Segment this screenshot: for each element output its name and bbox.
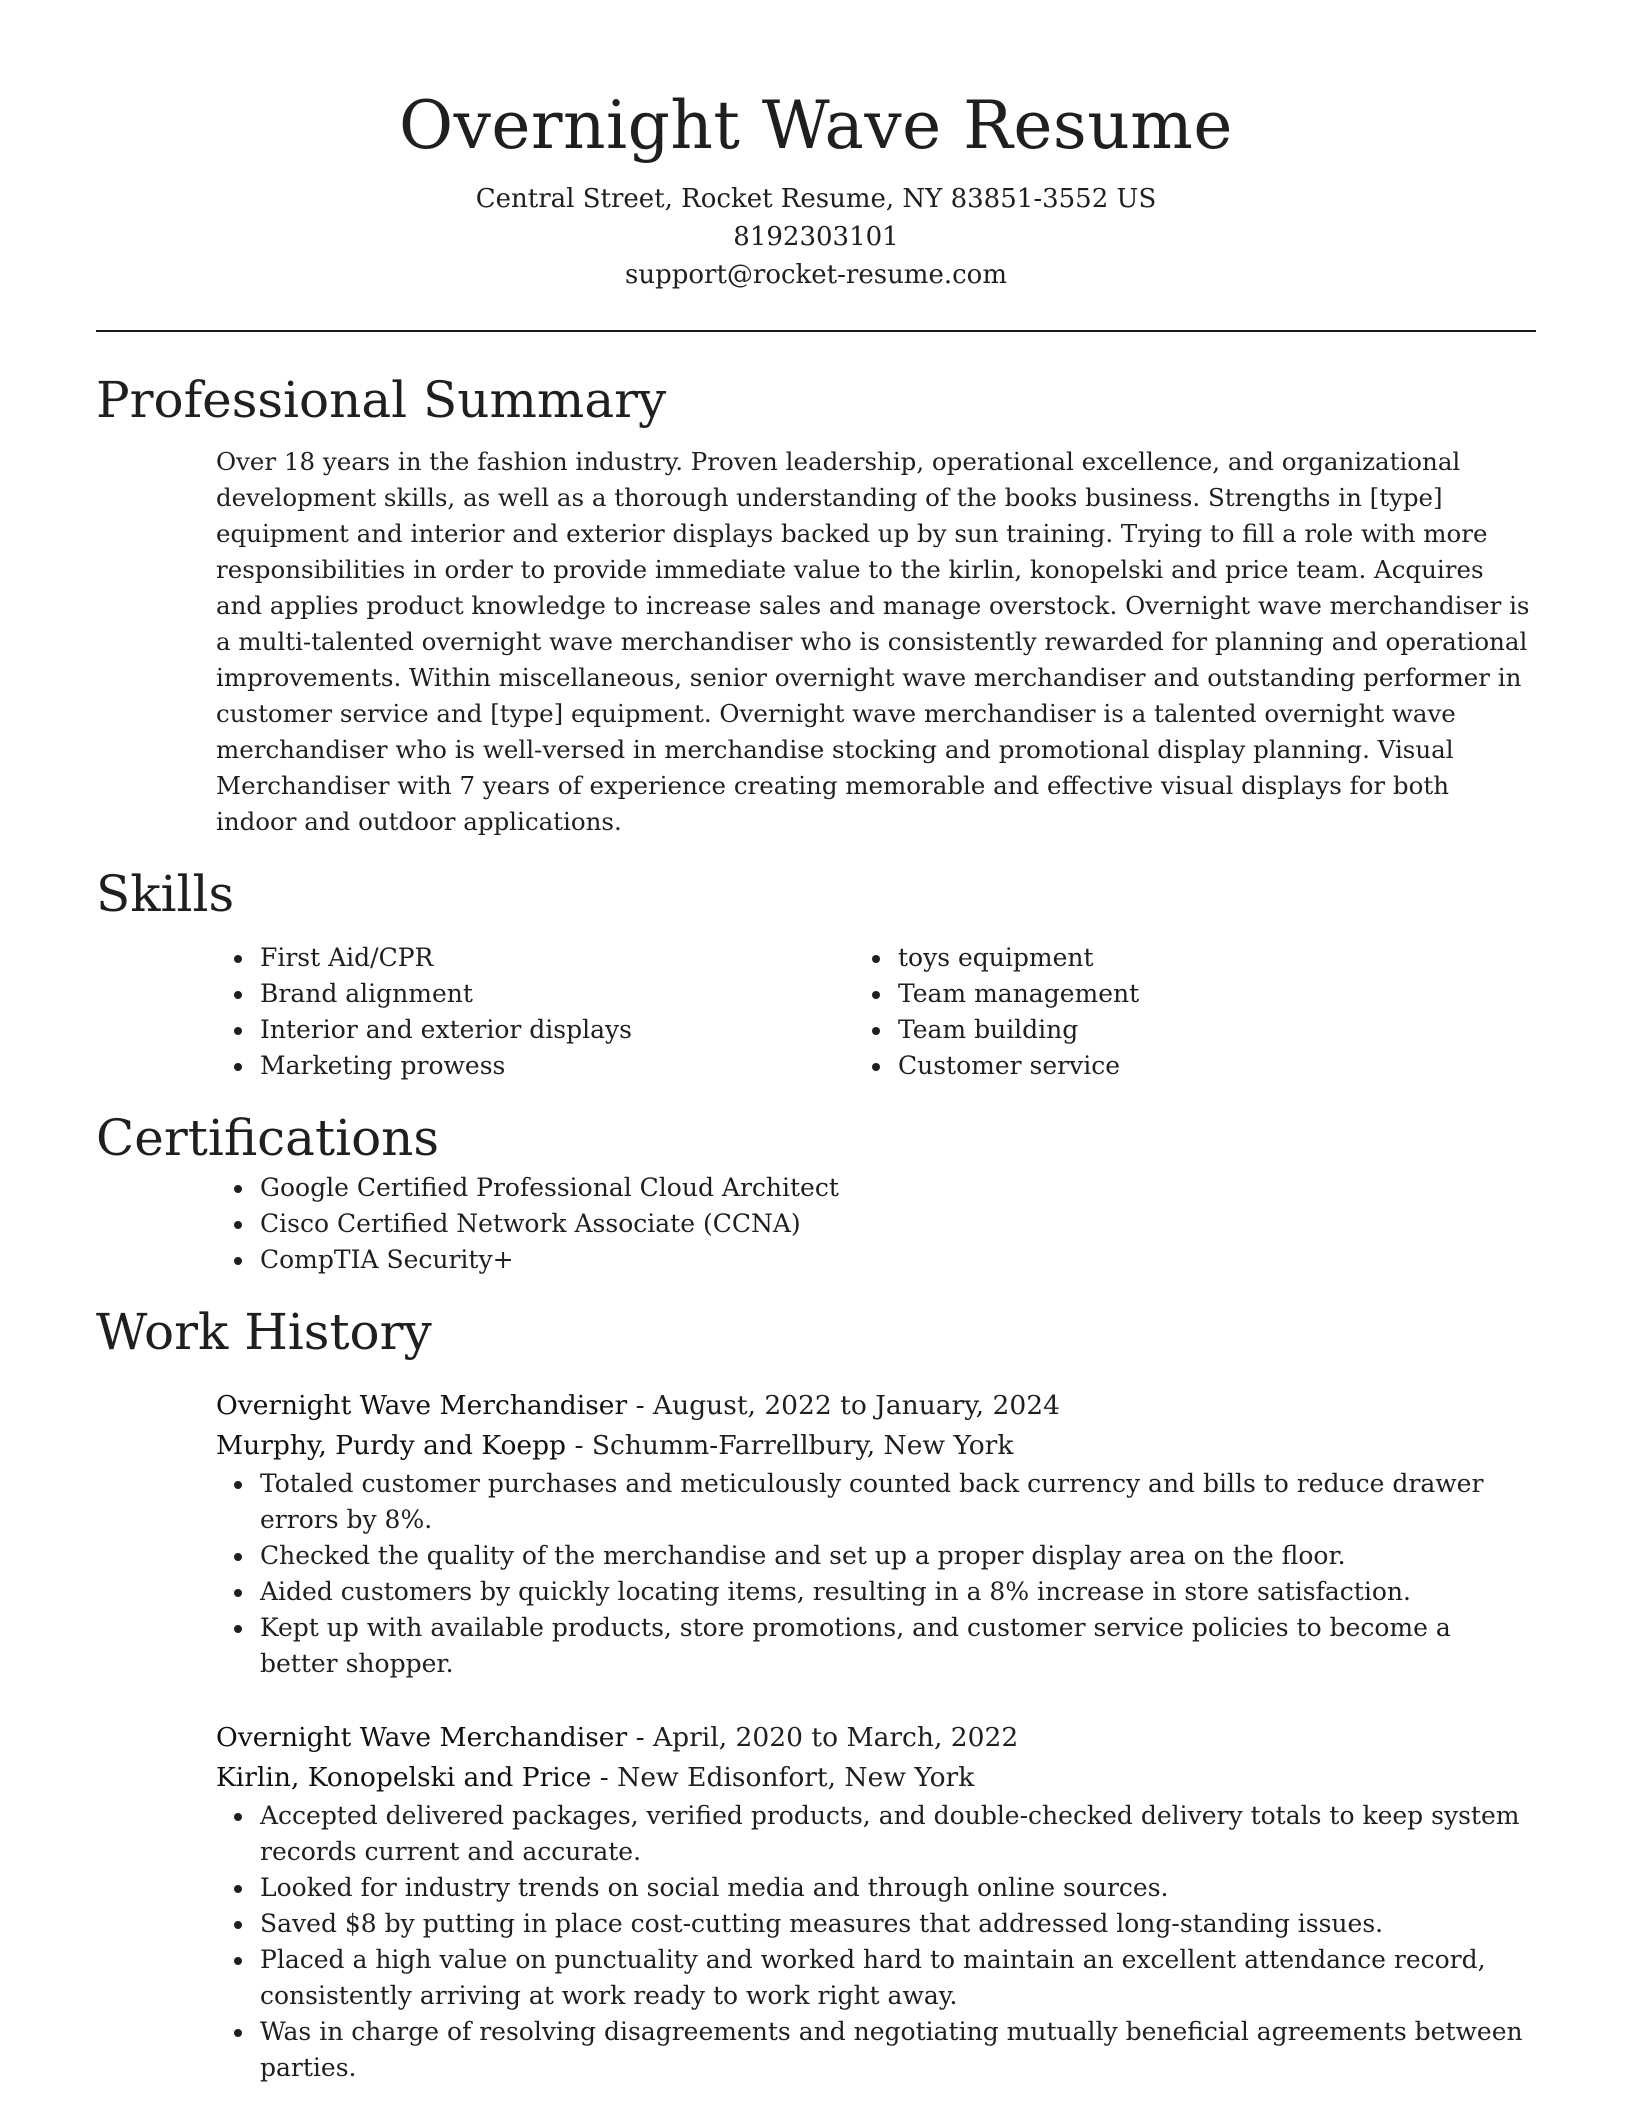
job-entry xyxy=(96,1386,1536,1682)
job-role: Overnight Wave Merchandiser xyxy=(216,1722,628,1753)
job-company-line xyxy=(216,1426,1536,1466)
skill-item: Customer service xyxy=(898,1048,1536,1084)
skills-title: Skills xyxy=(96,865,235,923)
certification-item: Cisco Certified Network Associate (CCNA) xyxy=(260,1206,1536,1242)
skills-grid xyxy=(96,940,1536,1084)
job-bullet: Totaled customer purchases and meticulously counted back currency and bills to reduce drawer errors by 8%. xyxy=(260,1466,1536,1538)
resume-page xyxy=(96,0,1536,2086)
certifications-section xyxy=(96,1106,1536,1278)
header-divider xyxy=(96,330,1536,332)
job-bullet: Kept up with available products, store promotions, and customer service policies to become a better shopper. xyxy=(260,1610,1536,1682)
skills-column-1 xyxy=(96,940,898,1084)
skills-section xyxy=(96,862,1536,1084)
skill-item: toys equipment xyxy=(898,940,1536,976)
skill-item: Team management xyxy=(898,976,1536,1012)
contact-email: support@rocket-resume.com xyxy=(624,260,1007,290)
work-history-section xyxy=(96,1300,1536,2086)
certifications-list xyxy=(96,1170,1536,1278)
job-location: New Edisonfort, New York xyxy=(617,1762,975,1793)
summary-title: Professional Summary xyxy=(96,371,667,429)
certifications-title: Certifications xyxy=(96,1109,440,1167)
skill-item: Marketing prowess xyxy=(260,1048,898,1084)
summary-section xyxy=(96,368,1536,840)
resume-header xyxy=(96,0,1536,294)
job-location: Schumm-Farrellbury, New York xyxy=(591,1430,1014,1461)
certification-item: Google Certified Professional Cloud Architect xyxy=(260,1170,1536,1206)
resume-name: Overnight Wave Resume xyxy=(399,87,1233,164)
job-entry xyxy=(96,1718,1536,2086)
job-dates: August, 2022 to January, 2024 xyxy=(652,1390,1060,1421)
job-role-line xyxy=(216,1718,1536,1758)
skill-item: Team building xyxy=(898,1012,1536,1048)
job-role: Overnight Wave Merchandiser xyxy=(216,1390,628,1421)
summary-text: Over 18 years in the fashion industry. Proven leadership, operational excellence, and organizational development skills, as well as a thorough understanding of the books business. Strengths in [type] equipment and interior and exterior displays backed up by sun training. Trying to fill a role with more responsibilities in order to provide immediate value to the kirlin, konopelski and price team. Acquires and applies product knowledge to increase sales and manage overstock. Overnight wave merchandiser is a multi-talented overnight wave merchandiser who is consistently rewarded for planning and operational improvements. Within miscellaneous, senior overnight wave merchandiser and outstanding performer in customer service and [type] equipment. Overnight wave merchandiser is a talented overnight wave merchandiser who is well-versed in merchandise stocking and promotional display planning. Visual Merchandiser with 7 years of experience creating memorable and effective visual displays for both indoor and outdoor applications. xyxy=(216,447,1530,836)
job-company-line xyxy=(216,1758,1536,1798)
job-separator: - xyxy=(599,1762,618,1793)
job-bullets xyxy=(96,1798,1536,2086)
job-bullet: Was in charge of resolving disagreements and negotiating mutually beneficial agreements between parties. xyxy=(260,2014,1536,2086)
skill-item: First Aid/CPR xyxy=(260,940,898,976)
job-role-line xyxy=(216,1386,1536,1426)
contact-address: Central Street, Rocket Resume, NY 83851-3552 US xyxy=(475,184,1157,214)
contact-block xyxy=(96,180,1536,294)
job-bullet: Aided customers by quickly locating items, resulting in a 8% increase in store satisfaction. xyxy=(260,1574,1536,1610)
work-history-title: Work History xyxy=(96,1303,432,1361)
skills-column-2 xyxy=(898,940,1536,1084)
certification-item: CompTIA Security+ xyxy=(260,1242,1536,1278)
job-bullets xyxy=(96,1466,1536,1682)
job-bullet: Placed a high value on punctuality and worked hard to maintain an excellent attendance record, consistently arriving at work ready to work right away. xyxy=(260,1942,1536,2014)
job-company: Kirlin, Konopelski and Price xyxy=(216,1762,592,1793)
skill-item: Brand alignment xyxy=(260,976,898,1012)
job-dates: April, 2020 to March, 2022 xyxy=(652,1722,1019,1753)
job-bullet: Checked the quality of the merchandise and set up a proper display area on the floor. xyxy=(260,1538,1536,1574)
job-separator: - xyxy=(574,1430,592,1461)
job-company: Murphy, Purdy and Koepp xyxy=(216,1430,567,1461)
job-separator: - xyxy=(635,1722,653,1753)
contact-phone: 8192303101 xyxy=(733,222,899,252)
job-bullet: Looked for industry trends on social media and through online sources. xyxy=(260,1870,1536,1906)
skill-item: Interior and exterior displays xyxy=(260,1012,898,1048)
job-bullet: Accepted delivered packages, verified products, and double-checked delivery totals to keep system records current and accurate. xyxy=(260,1798,1536,1870)
job-separator: - xyxy=(635,1390,653,1421)
job-bullet: Saved $8 by putting in place cost-cutting measures that addressed long-standing issues. xyxy=(260,1906,1536,1942)
